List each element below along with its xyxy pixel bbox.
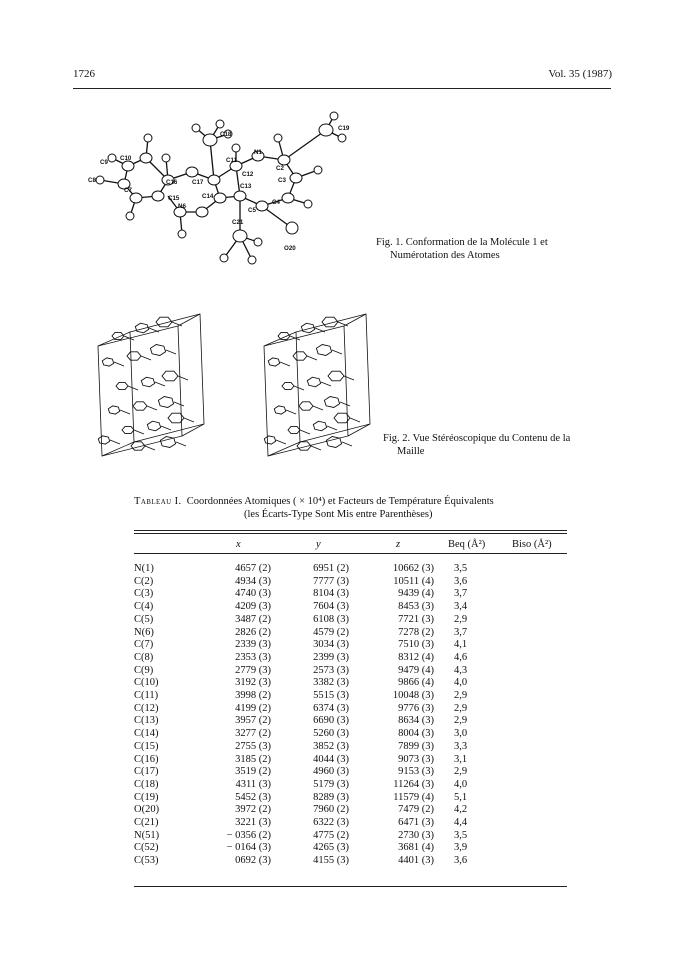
packed-molecule-bond: [166, 350, 176, 354]
beq-cell: 3,6: [454, 575, 468, 587]
table-row: [134, 703, 484, 716]
table-row: [134, 563, 484, 576]
z-cell: 7479 (2): [398, 804, 434, 816]
packed-molecule-ring: [299, 402, 313, 410]
packed-molecule-bond: [321, 382, 331, 386]
packed-molecule-bond: [340, 402, 350, 406]
atom-cell: C(13): [134, 715, 159, 727]
packed-molecule-ring: [158, 397, 173, 408]
y-cell: 4155 (3): [313, 855, 349, 867]
y-cell: 6108 (3): [313, 613, 349, 625]
packed-molecule-ring: [324, 397, 339, 408]
packed-molecule-bond: [300, 430, 310, 434]
packed-molecule-bond: [134, 430, 144, 434]
packed-molecule-ring: [162, 371, 178, 381]
table-row: [134, 588, 484, 601]
z-cell: 4401 (3): [398, 855, 434, 867]
x-cell: 3192 (3): [235, 677, 271, 689]
beq-cell: 4,4: [454, 817, 468, 829]
y-cell: 2399 (3): [313, 651, 349, 663]
x-cell: 4311 (3): [235, 778, 271, 790]
x-cell: 2353 (3): [235, 651, 271, 663]
atom-label: C11: [226, 157, 238, 164]
atom-label: C16: [166, 179, 178, 186]
journal-volume: Vol. 35 (1987): [548, 68, 612, 80]
packed-molecule-ring: [326, 437, 341, 448]
packed-molecule-bond: [184, 418, 194, 422]
table-row: [134, 639, 484, 652]
atom-label: N6: [178, 203, 186, 210]
y-cell: 5260 (3): [313, 728, 349, 740]
atom-label: C4: [272, 199, 280, 206]
packed-molecule-bond: [155, 382, 165, 386]
figure1-caption: [376, 236, 612, 262]
packed-molecule-ring: [150, 345, 165, 356]
atom-cell: N(51): [134, 829, 160, 841]
table-row: [134, 677, 484, 690]
beq-cell: 4,6: [454, 651, 468, 663]
x-cell: 2779 (3): [235, 664, 271, 676]
atom-label: C15: [168, 195, 180, 202]
z-cell: 3681 (4): [398, 842, 434, 854]
atom-label: C17: [192, 179, 204, 186]
packed-molecule-bond: [294, 386, 304, 390]
y-cell: 7777 (3): [313, 575, 349, 587]
z-cell: 7899 (3): [398, 740, 434, 752]
packed-molecule-ring: [293, 352, 307, 360]
packed-molecule-ring: [147, 421, 160, 431]
packed-molecule-ring: [127, 352, 141, 360]
beq-cell: 3,5: [454, 563, 468, 574]
x-cell: 3972 (2): [235, 804, 271, 816]
table-header-rule: [134, 553, 567, 554]
table-row: [134, 728, 484, 741]
packed-molecule-bond: [307, 356, 317, 360]
beq-cell: 4,0: [454, 778, 468, 790]
y-cell: 4960 (3): [313, 766, 349, 778]
y-cell: 3852 (3): [313, 740, 349, 752]
z-cell: 6471 (3): [398, 817, 434, 829]
z-cell: 2730 (3): [398, 829, 434, 841]
atom-label: C2: [276, 165, 284, 172]
table-top-rule-inner: [134, 533, 567, 534]
atom-cell: C(14): [134, 728, 159, 740]
z-cell: 8453 (3): [398, 601, 434, 613]
z-cell: 9479 (4): [398, 664, 434, 676]
packed-molecule-bond: [176, 442, 186, 446]
y-cell: 3034 (3): [313, 639, 349, 651]
x-cell: 2339 (3): [235, 639, 271, 651]
x-cell: 4199 (2): [235, 702, 271, 714]
packed-molecule-ring: [307, 377, 320, 387]
packed-molecule-bond: [338, 322, 348, 326]
atom-cell: C(52): [134, 842, 159, 854]
column-header-beq: Beq (Å²): [448, 539, 486, 550]
table-row: [134, 855, 484, 868]
table-bottom-rule: [134, 886, 567, 887]
packed-molecule-ring: [133, 402, 147, 410]
column-header-x: x: [236, 539, 241, 550]
table-row: [134, 741, 484, 754]
table-row: [134, 830, 484, 843]
beq-cell: 2,9: [454, 766, 468, 778]
packed-molecule-bond: [149, 328, 159, 332]
y-cell: 5179 (3): [313, 778, 349, 790]
beq-cell: 3,1: [454, 753, 468, 765]
packed-molecule-ring: [264, 436, 275, 444]
x-cell: 3957 (2): [235, 715, 271, 727]
beq-cell: 2,9: [454, 702, 468, 714]
beq-cell: 3,5: [454, 829, 468, 841]
packed-molecule-bond: [114, 362, 124, 366]
atom-cell: C(4): [134, 601, 154, 613]
y-cell: 5515 (3): [313, 690, 349, 702]
beq-cell: 3,7: [454, 588, 468, 600]
page-number: 1726: [73, 68, 95, 80]
packed-molecule-ring: [328, 371, 344, 381]
x-cell: 2826 (2): [235, 626, 271, 638]
table-row: [134, 817, 484, 830]
y-cell: 3382 (3): [313, 677, 349, 689]
atom-cell: N(6): [134, 626, 154, 638]
atom-cell: C(7): [134, 639, 154, 651]
packed-molecule-ring: [313, 421, 326, 431]
packed-molecule-bond: [313, 406, 323, 410]
atom-cell: N(1): [134, 563, 154, 574]
x-cell: − 0164 (3): [226, 842, 271, 854]
packed-molecule-ring: [268, 358, 279, 366]
beq-cell: 2,9: [454, 715, 468, 727]
atom-cell: C(11): [134, 690, 159, 702]
x-cell: 4934 (3): [235, 575, 271, 587]
table-row: [134, 652, 484, 665]
atom-label: C21: [232, 219, 244, 226]
packed-molecule-ring: [274, 406, 285, 414]
table-row: [134, 627, 484, 640]
z-cell: 10048 (3): [392, 690, 434, 702]
packed-molecule-ring: [278, 332, 290, 339]
packed-molecule-ring: [102, 358, 113, 366]
figure1-caption-line2: Numérotation des Atomes: [390, 250, 500, 261]
x-cell: 5452 (3): [235, 791, 271, 803]
x-cell: 3185 (2): [235, 753, 271, 765]
atom-label: C3: [278, 177, 286, 184]
packed-molecule-bond: [276, 440, 286, 444]
atom-cell: C(8): [134, 651, 154, 663]
packed-molecule-bond: [342, 442, 352, 446]
z-cell: 8634 (3): [398, 715, 434, 727]
x-cell: 3998 (2): [235, 690, 271, 702]
atom-label: C5: [248, 207, 256, 214]
packed-molecule-ring: [141, 377, 154, 387]
atom-cell: C(5): [134, 613, 154, 625]
atom-label: C8: [88, 177, 96, 184]
beq-cell: 3,7: [454, 626, 468, 638]
stereo-packing-figure: [78, 306, 400, 462]
atom-cell: C(16): [134, 753, 159, 765]
packed-molecule-bond: [286, 410, 296, 414]
packed-molecule-ring: [108, 406, 119, 414]
atom-cell: C(2): [134, 575, 154, 587]
figure2-caption-line2: Maille: [397, 446, 425, 457]
packed-molecule-ring: [282, 382, 294, 389]
table-row: [134, 576, 484, 589]
beq-cell: 5,1: [454, 791, 468, 803]
x-cell: 4209 (3): [235, 601, 271, 613]
atom-label: C12: [242, 171, 254, 178]
column-header-z: z: [396, 539, 401, 550]
packed-molecule-bond: [350, 418, 360, 422]
z-cell: 7721 (3): [398, 613, 434, 625]
z-cell: 9439 (4): [398, 588, 434, 600]
z-cell: 10662 (3): [392, 563, 434, 574]
packed-molecule-bond: [141, 356, 151, 360]
packed-molecule-bond: [174, 402, 184, 406]
table-title: [134, 495, 594, 521]
beq-cell: 4,2: [454, 804, 468, 816]
beq-cell: 4,3: [454, 664, 468, 676]
table-title-line1: Coordonnées Atomiques ( × 10⁴) et Facteurs de Température Équivalents: [186, 496, 494, 507]
atom-label: O20: [284, 245, 296, 252]
atom-cell: C(21): [134, 817, 159, 829]
packed-molecule-bond: [280, 362, 290, 366]
y-cell: 6690 (3): [313, 715, 349, 727]
figure1-caption-line1: Fig. 1. Conformation de la Molécule 1 et: [376, 237, 548, 248]
z-cell: 7278 (2): [398, 626, 434, 638]
z-cell: 9776 (3): [398, 702, 434, 714]
molecule-figure: [86, 100, 376, 272]
z-cell: 7510 (3): [398, 639, 434, 651]
z-cell: 9073 (3): [398, 753, 434, 765]
atom-label: C13: [240, 183, 252, 190]
y-cell: 7960 (2): [313, 804, 349, 816]
y-cell: 4775 (2): [313, 829, 349, 841]
packed-molecule-ring: [98, 436, 109, 444]
table-label: Tableau I.: [134, 496, 182, 507]
atom-cell: C(53): [134, 855, 159, 867]
atom-cell: C(18): [134, 778, 159, 790]
beq-cell: 3,0: [454, 728, 468, 740]
beq-cell: 3,6: [454, 855, 468, 867]
y-cell: 8289 (3): [313, 791, 349, 803]
x-cell: 4657 (2): [235, 563, 271, 574]
table-row: [134, 804, 484, 817]
x-cell: 0692 (3): [235, 855, 271, 867]
y-cell: 6322 (3): [313, 817, 349, 829]
packed-molecule-bond: [315, 328, 325, 332]
table-row: [134, 766, 484, 779]
atom-cell: C(17): [134, 766, 159, 778]
x-cell: 4740 (3): [235, 588, 271, 600]
x-cell: − 0356 (2): [226, 829, 271, 841]
atom-label: N1: [254, 149, 262, 156]
beq-cell: 4,0: [454, 677, 468, 689]
packed-molecule-ring: [160, 437, 175, 448]
atom-cell: C(10): [134, 677, 159, 689]
packed-molecule-bond: [172, 322, 182, 326]
y-cell: 6374 (3): [313, 702, 349, 714]
table-row: [134, 690, 484, 703]
atom-label: C10: [120, 155, 132, 162]
table-title-line2: (les Écarts-Type Sont Mis entre Parenthèses): [244, 509, 433, 520]
header-rule: [73, 88, 611, 89]
beq-cell: 3,3: [454, 740, 468, 752]
z-cell: 8004 (3): [398, 728, 434, 740]
y-cell: 6951 (2): [313, 563, 349, 574]
beq-cell: 2,9: [454, 690, 468, 702]
figure2-caption: [383, 432, 611, 458]
packed-molecule-bond: [110, 440, 120, 444]
packed-molecule-bond: [311, 446, 321, 450]
table-row: [134, 614, 484, 627]
z-cell: 11579 (4): [393, 791, 434, 803]
atom-cell: C(3): [134, 588, 154, 600]
x-cell: 3277 (2): [235, 728, 271, 740]
x-cell: 3519 (2): [235, 766, 271, 778]
z-cell: 9866 (4): [398, 677, 434, 689]
packed-molecule-ring: [316, 345, 331, 356]
packed-molecule-bond: [161, 426, 171, 430]
packed-molecule-bond: [327, 426, 337, 430]
table-row: [134, 779, 484, 792]
table-top-rule: [134, 530, 567, 531]
atom-label: C18: [220, 131, 232, 138]
y-cell: 4044 (3): [313, 753, 349, 765]
z-cell: 10511 (4): [393, 575, 434, 587]
column-header-y: y: [316, 539, 321, 550]
z-cell: 9153 (3): [398, 766, 434, 778]
x-cell: 3487 (2): [235, 613, 271, 625]
y-cell: 4265 (3): [313, 842, 349, 854]
atom-cell: C(15): [134, 740, 159, 752]
beq-cell: 3,9: [454, 842, 468, 854]
packed-molecule-ring: [288, 426, 300, 433]
packed-molecule-bond: [332, 350, 342, 354]
y-cell: 4579 (2): [313, 626, 349, 638]
packed-molecule-ring: [116, 382, 128, 389]
packed-molecule-bond: [145, 446, 155, 450]
z-cell: 8312 (4): [398, 651, 434, 663]
atomic-coordinates-table: [134, 563, 484, 868]
beq-cell: 4,1: [454, 639, 468, 651]
table-row: [134, 601, 484, 614]
atom-cell: C(9): [134, 664, 154, 676]
packed-molecule-ring: [122, 426, 134, 433]
table-row: [134, 792, 484, 805]
packed-molecule-ring: [112, 332, 124, 339]
atom-cell: C(12): [134, 702, 159, 714]
packed-molecule-bond: [147, 406, 157, 410]
figure2-caption-line1: Fig. 2. Vue Stéréoscopique du Contenu de la: [383, 433, 571, 444]
beq-cell: 3,4: [454, 601, 468, 613]
y-cell: 7604 (3): [313, 601, 349, 613]
atom-label: C19: [338, 125, 350, 132]
table-row: [134, 754, 484, 767]
x-cell: 2755 (3): [235, 740, 271, 752]
table-row: [134, 715, 484, 728]
column-header-biso: Biso (Å²): [512, 539, 552, 550]
packed-molecule-bond: [120, 410, 130, 414]
atom-label: C9: [100, 159, 108, 166]
atom-label: C14: [202, 193, 214, 200]
y-cell: 8104 (3): [313, 588, 349, 600]
table-row: [134, 842, 484, 855]
y-cell: 2573 (3): [313, 664, 349, 676]
packed-molecule-bond: [128, 386, 138, 390]
table-row: [134, 665, 484, 678]
z-cell: 11264 (3): [393, 778, 434, 790]
atom-label: C7: [124, 187, 132, 194]
beq-cell: 2,9: [454, 613, 468, 625]
x-cell: 3221 (3): [235, 817, 271, 829]
atom-cell: O(20): [134, 804, 160, 816]
atom-cell: C(19): [134, 791, 159, 803]
